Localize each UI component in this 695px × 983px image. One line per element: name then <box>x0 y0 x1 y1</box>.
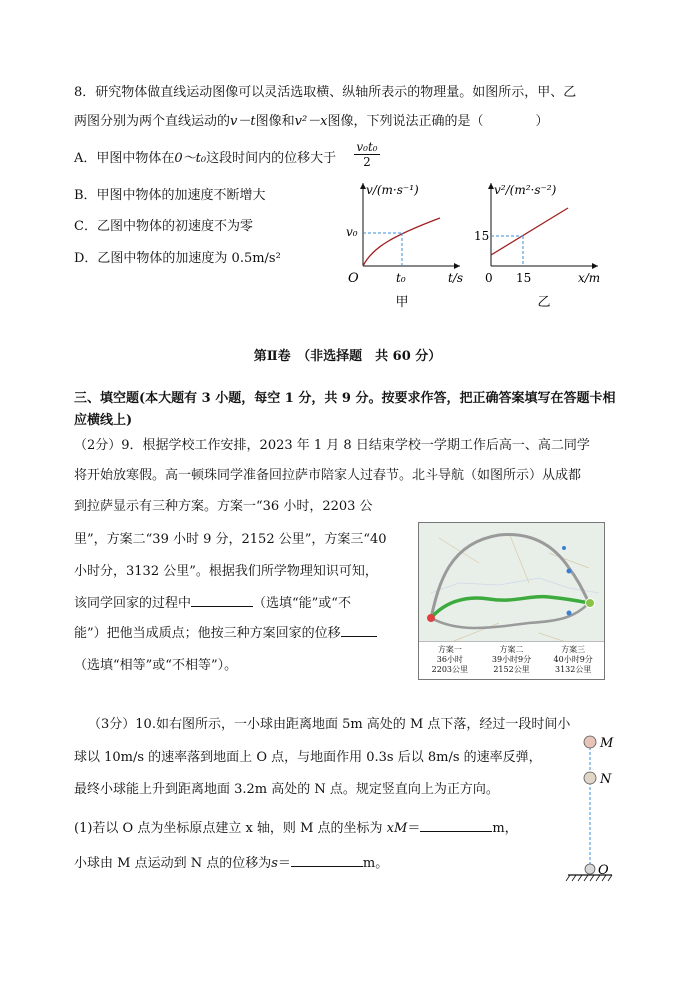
yi-caption: 乙 <box>537 295 551 310</box>
q10-line1: （3分）10.如右图所示，一小球由距离地面 5m 高处的 M 点下落，经过一段时间小 <box>88 717 571 732</box>
yi-y-tick: 15 <box>474 229 490 243</box>
q9-line3: 到拉萨显示有三种方案。方案一“36 小时，2203 公 <box>74 499 373 514</box>
plan-one-name: 方案一 <box>437 645 462 654</box>
fraction-denominator: 2 <box>363 155 371 169</box>
graph-yi <box>468 178 618 313</box>
q9-line4: 里”，方案二“39 小时 9 分，2152 公里”，方案三“40 <box>74 532 387 547</box>
plan-three-name: 方案三 <box>561 645 586 654</box>
q10-blank-1[interactable] <box>420 831 492 832</box>
q8-stem-line1: 8．研究物体做直线运动图像可以灵活选取横、纵轴所表示的物理量。如图所示，甲、乙 <box>74 85 577 100</box>
plan-one-time: 36小时 <box>436 655 463 664</box>
section-title: 第Ⅱ卷 （非选择题 共 60 分） <box>253 349 442 364</box>
jia-caption: 甲 <box>395 295 409 310</box>
q10-line3: 最终小球能上升到距离地面 3.2m 高处的 N 点。规定竖直向上为正方向。 <box>74 782 499 797</box>
fraction-numerator: v₀t₀ <box>354 140 380 155</box>
q10-sub1-unit: m， <box>492 821 518 836</box>
plan-three-distance: 3132公里 <box>555 665 592 674</box>
q9-line6-b: （选填“能”或“不 <box>253 596 351 611</box>
part3-heading-line1: 三、填空题(本大题有 3 小题，每空 1 分，共 9 分。按要求作答，把正确答案填写在答题卡相 <box>74 391 616 406</box>
plan-two-time: 39小时9分 <box>491 655 532 664</box>
label-n: N <box>600 772 612 787</box>
ball-m-icon <box>584 736 596 748</box>
q8-option-b: B．甲图中物体的加速度不断增大 <box>74 188 266 203</box>
q8-stem-end: ） <box>535 114 549 129</box>
q8-option-d: D．乙图中物体的加速度为 0.5m/s² <box>74 251 281 266</box>
map-plans-panel <box>419 641 604 680</box>
plan-two-name: 方案二 <box>499 645 524 654</box>
plan-two-distance: 2152公里 <box>493 665 530 674</box>
q8-v2x-label: v²－x <box>294 114 328 129</box>
q9-line8: （选填“相等”或“不相等”）。 <box>74 658 238 673</box>
q9-blank-2[interactable] <box>341 636 377 637</box>
plan-three-time: 40小时9分 <box>553 655 593 664</box>
option-a-interval: 0～t₀ <box>174 151 207 166</box>
q9-blank-1[interactable] <box>191 606 253 607</box>
plan-two-card[interactable] <box>481 642 543 680</box>
q8-stem-text-a: 两图分别为两个直线运动的 <box>74 114 231 129</box>
jia-origin: O <box>348 271 359 286</box>
q8-stem-text-b: 图像和 <box>255 114 295 129</box>
jia-xlabel: t/s <box>448 271 464 285</box>
label-o: O <box>598 863 609 878</box>
q10-sub2 <box>74 855 388 873</box>
q10-sub2-unit: m。 <box>362 856 389 871</box>
q9-line6-a: 该同学回家的过程中 <box>74 596 192 611</box>
q9-line1: （2分）9．根据学校工作安排，2023 年 1 月 8 日结束学校一学期工作后高一、高二同学 <box>74 438 590 453</box>
option-a-post: 这段时间内的位移大于 <box>206 151 337 166</box>
ball-o-icon <box>585 864 595 874</box>
q9-line6 <box>74 595 351 613</box>
start-marker-icon <box>427 614 435 622</box>
q10-sub2-var: s <box>271 856 278 871</box>
q10-sub1-eq: ＝ <box>407 821 421 836</box>
q10-sub1-var: xM <box>386 821 408 836</box>
yi-x-tick: 15 <box>516 271 532 285</box>
yi-origin: 0 <box>485 271 493 285</box>
q8-stem-text-c: 图像，下列说法正确的是（ <box>327 114 484 129</box>
yi-xlabel: x/m <box>578 271 601 285</box>
q9-line7-a: 能”）把他当成质点；他按三种方案回家的位移 <box>74 626 341 641</box>
plan-one-card[interactable] <box>419 642 481 680</box>
end-marker-icon <box>586 599 595 608</box>
option-a-fraction <box>354 140 380 169</box>
plan-three-card[interactable] <box>542 642 604 680</box>
q10-sub2-eq: ＝ <box>277 856 291 871</box>
navigation-map <box>418 522 605 680</box>
q10-blank-2[interactable] <box>291 866 363 867</box>
q9-line7 <box>74 625 377 643</box>
ball-n-icon <box>584 772 596 784</box>
ball-figure <box>560 728 620 888</box>
jia-y-tick: v₀ <box>346 225 358 239</box>
part3-heading-line2: 应横线上) <box>74 413 133 428</box>
q10-sub1-text: (1)若以 O 点为坐标原点建立 x 轴，则 M 点的坐标为 <box>74 821 383 836</box>
jia-x-tick: t₀ <box>396 271 406 285</box>
q8-stem-line2 <box>74 113 549 131</box>
q10-sub2-text: 小球由 M 点运动到 N 点的位移为 <box>74 856 272 871</box>
label-m: M <box>600 736 614 751</box>
jia-ylabel: v/(m·s⁻¹) <box>366 183 419 197</box>
q9-line2: 将开始放寒假。高一顿珠同学准备回拉萨市陪家人过春节。北斗导航（如图所示）从成都 <box>74 468 582 483</box>
graph-jia <box>330 178 480 313</box>
q8-option-c: C．乙图中物体的初速度不为零 <box>74 219 253 234</box>
yi-ylabel: v²/(m²·s⁻²) <box>494 183 557 197</box>
q8-option-a <box>74 150 336 168</box>
q10-sub1 <box>74 820 518 838</box>
yi-line <box>491 208 568 255</box>
plan-one-distance: 2203公里 <box>431 665 469 674</box>
q8-vt-label: v－t <box>230 114 256 129</box>
q9-line5: 小时分，3132 公里”。根据我们所学物理知识可知， <box>74 564 378 579</box>
q10-line2: 球以 10m/s 的速率落到地面上 O 点，与地面作用 0.3s 后以 8m/s 的速率反弹， <box>74 750 542 765</box>
option-a-pre: A．甲图中物体在 <box>74 151 175 166</box>
